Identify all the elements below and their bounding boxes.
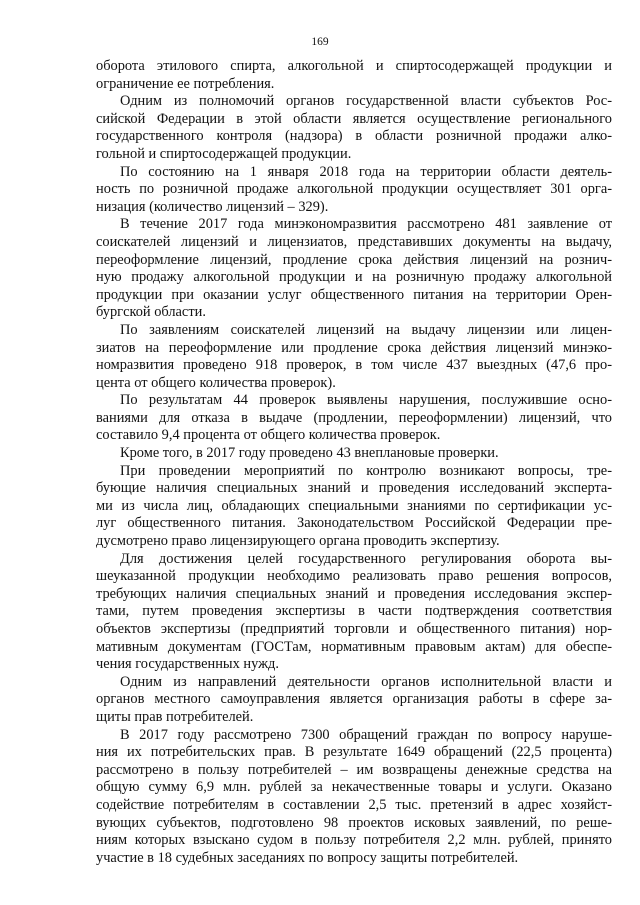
text-line: ную продажу алкогольной продукции и на розничную продажу алкогольной (96, 269, 612, 286)
paragraph (96, 445, 612, 463)
text-line: бургской области. (96, 304, 206, 321)
text-line: оборота этилового спирта, алкогольной и спиртосодержащей продукции и (96, 58, 612, 74)
text-line: продукции при оказании услуг общественного питания на территории Орен- (96, 286, 612, 303)
text-line: По состоянию на 1 января 2018 года на территории области деятель- (120, 163, 612, 180)
text-line: По результатам 44 проверок выявлены нарушения, послужившие осно- (120, 392, 612, 409)
text-line: дусмотрено право лицензирующего органа проводить экспертизу. (96, 533, 500, 550)
text-line: ния их потребительских прав. В результате 1649 обращений (22,5 процента) (96, 744, 612, 761)
paragraph (96, 216, 612, 322)
text-line: шеуказанной продукции необходимо реализовать право решения вопросов, (96, 568, 612, 585)
text-line: ваниями для отказа в выдаче (продлении, переоформлении) лицензий, что (96, 409, 612, 426)
paragraph (96, 58, 612, 93)
paragraph (96, 463, 612, 551)
text-line: сийской Федерации в этой области является осуществление регионального (96, 110, 612, 127)
paragraph (96, 727, 612, 868)
text-line: луг общественного питания. Законодательством Российской Федерации пре- (96, 515, 612, 532)
text-line: ниям которых взыскано судом в пользу потребителя 2,2 млн. рублей, принято (96, 832, 612, 849)
text-line: щиты прав потребителей. (96, 708, 254, 725)
text-line: чения государственных нужд. (96, 656, 279, 673)
page-number: 169 (311, 36, 329, 48)
document-body (96, 58, 612, 867)
text-line: рассмотрено в пользу потребителей – им возвращены денежные средства на (96, 761, 612, 778)
text-line: мативным документам (ГОСТам, нормативным правовым актам) для обеспе- (96, 638, 612, 655)
text-line: Кроме того, в 2017 году проведено 43 внеплановые проверки. (120, 445, 499, 462)
text-line: участие в 18 судебных заседаниях по вопросу защиты потребителей. (96, 849, 519, 866)
paragraph (96, 322, 612, 392)
text-line: ность по розничной продаже алкогольной продукции осуществляет 301 орга- (96, 181, 612, 198)
text-line: вующих субъектов, подготовлено 98 проектов исковых заявлений, по реше- (96, 814, 612, 831)
paragraph (96, 551, 612, 674)
text-line: бующие наличия специальных знаний и проведения исследований экспертa- (96, 480, 612, 497)
paragraph (96, 392, 612, 445)
text-line: низация (количество лицензий – 329). (96, 198, 329, 215)
paragraph (96, 93, 612, 163)
text-line: В течение 2017 года минэкономразвития рассмотрено 481 заявление от (120, 216, 612, 233)
text-line: При проведении мероприятий по контролю возникают вопросы, тре- (120, 462, 612, 479)
text-line: зиатов на переоформление или продление срока действия лицензий минэко- (96, 339, 612, 356)
text-line: Одним из полномочий органов государственной власти субъектов Рос- (120, 93, 612, 110)
text-line: органов местного самоуправления является организация работы в сфере за- (96, 691, 612, 708)
text-line: По заявлениям соискателей лицензий на выдачу лицензии или лицен- (120, 321, 612, 338)
text-line: государственного контроля (надзора) в области розничной продажи алко- (96, 128, 612, 145)
text-line: соискателей лицензий и лицензиатов, представивших документы на выдачу, (96, 233, 612, 250)
text-line: объектов экспертизы (предприятий торговли и общественного питания) нор- (96, 621, 612, 637)
text-line: содействие потребителям в составлении 2,5 тыс. претензий в адрес хозяйст- (96, 796, 612, 813)
text-line: номразвития проведено 918 проверок, в том числе 437 выездных (47,6 про- (96, 357, 612, 374)
text-line: Для достижения целей государственного регулирования оборота вы- (120, 550, 612, 567)
paragraph (96, 674, 612, 727)
text-line: ми из числа лиц, обладающих специальными знаниями по сертификации ус- (96, 497, 612, 514)
paragraph (96, 164, 612, 217)
text-line: требующих наличия специальных знаний и проведения исследования экспер- (96, 585, 612, 602)
text-line: тами, путем проведения экспертизы в части подтверждения соответствия (96, 603, 612, 620)
text-line: общую сумму 6,9 млн. рублей за некачественные товары и услуги. Оказано (96, 779, 612, 796)
text-line: В 2017 году рассмотрено 7300 обращений граждан по вопросу наруше- (120, 726, 612, 743)
text-line: Одним из направлений деятельности органов исполнительной власти и (120, 673, 612, 690)
text-line: ограничение ее потребления. (96, 75, 275, 92)
text-line: переоформление лицензий, продление срока действия лицензий на рознич- (96, 251, 612, 268)
text-line: составило 9,4 процента от общего количества проверок. (96, 427, 441, 444)
text-line: цента от общего количества проверок). (96, 374, 336, 391)
text-line: гольной и спиртосодержащей продукции. (96, 145, 352, 162)
